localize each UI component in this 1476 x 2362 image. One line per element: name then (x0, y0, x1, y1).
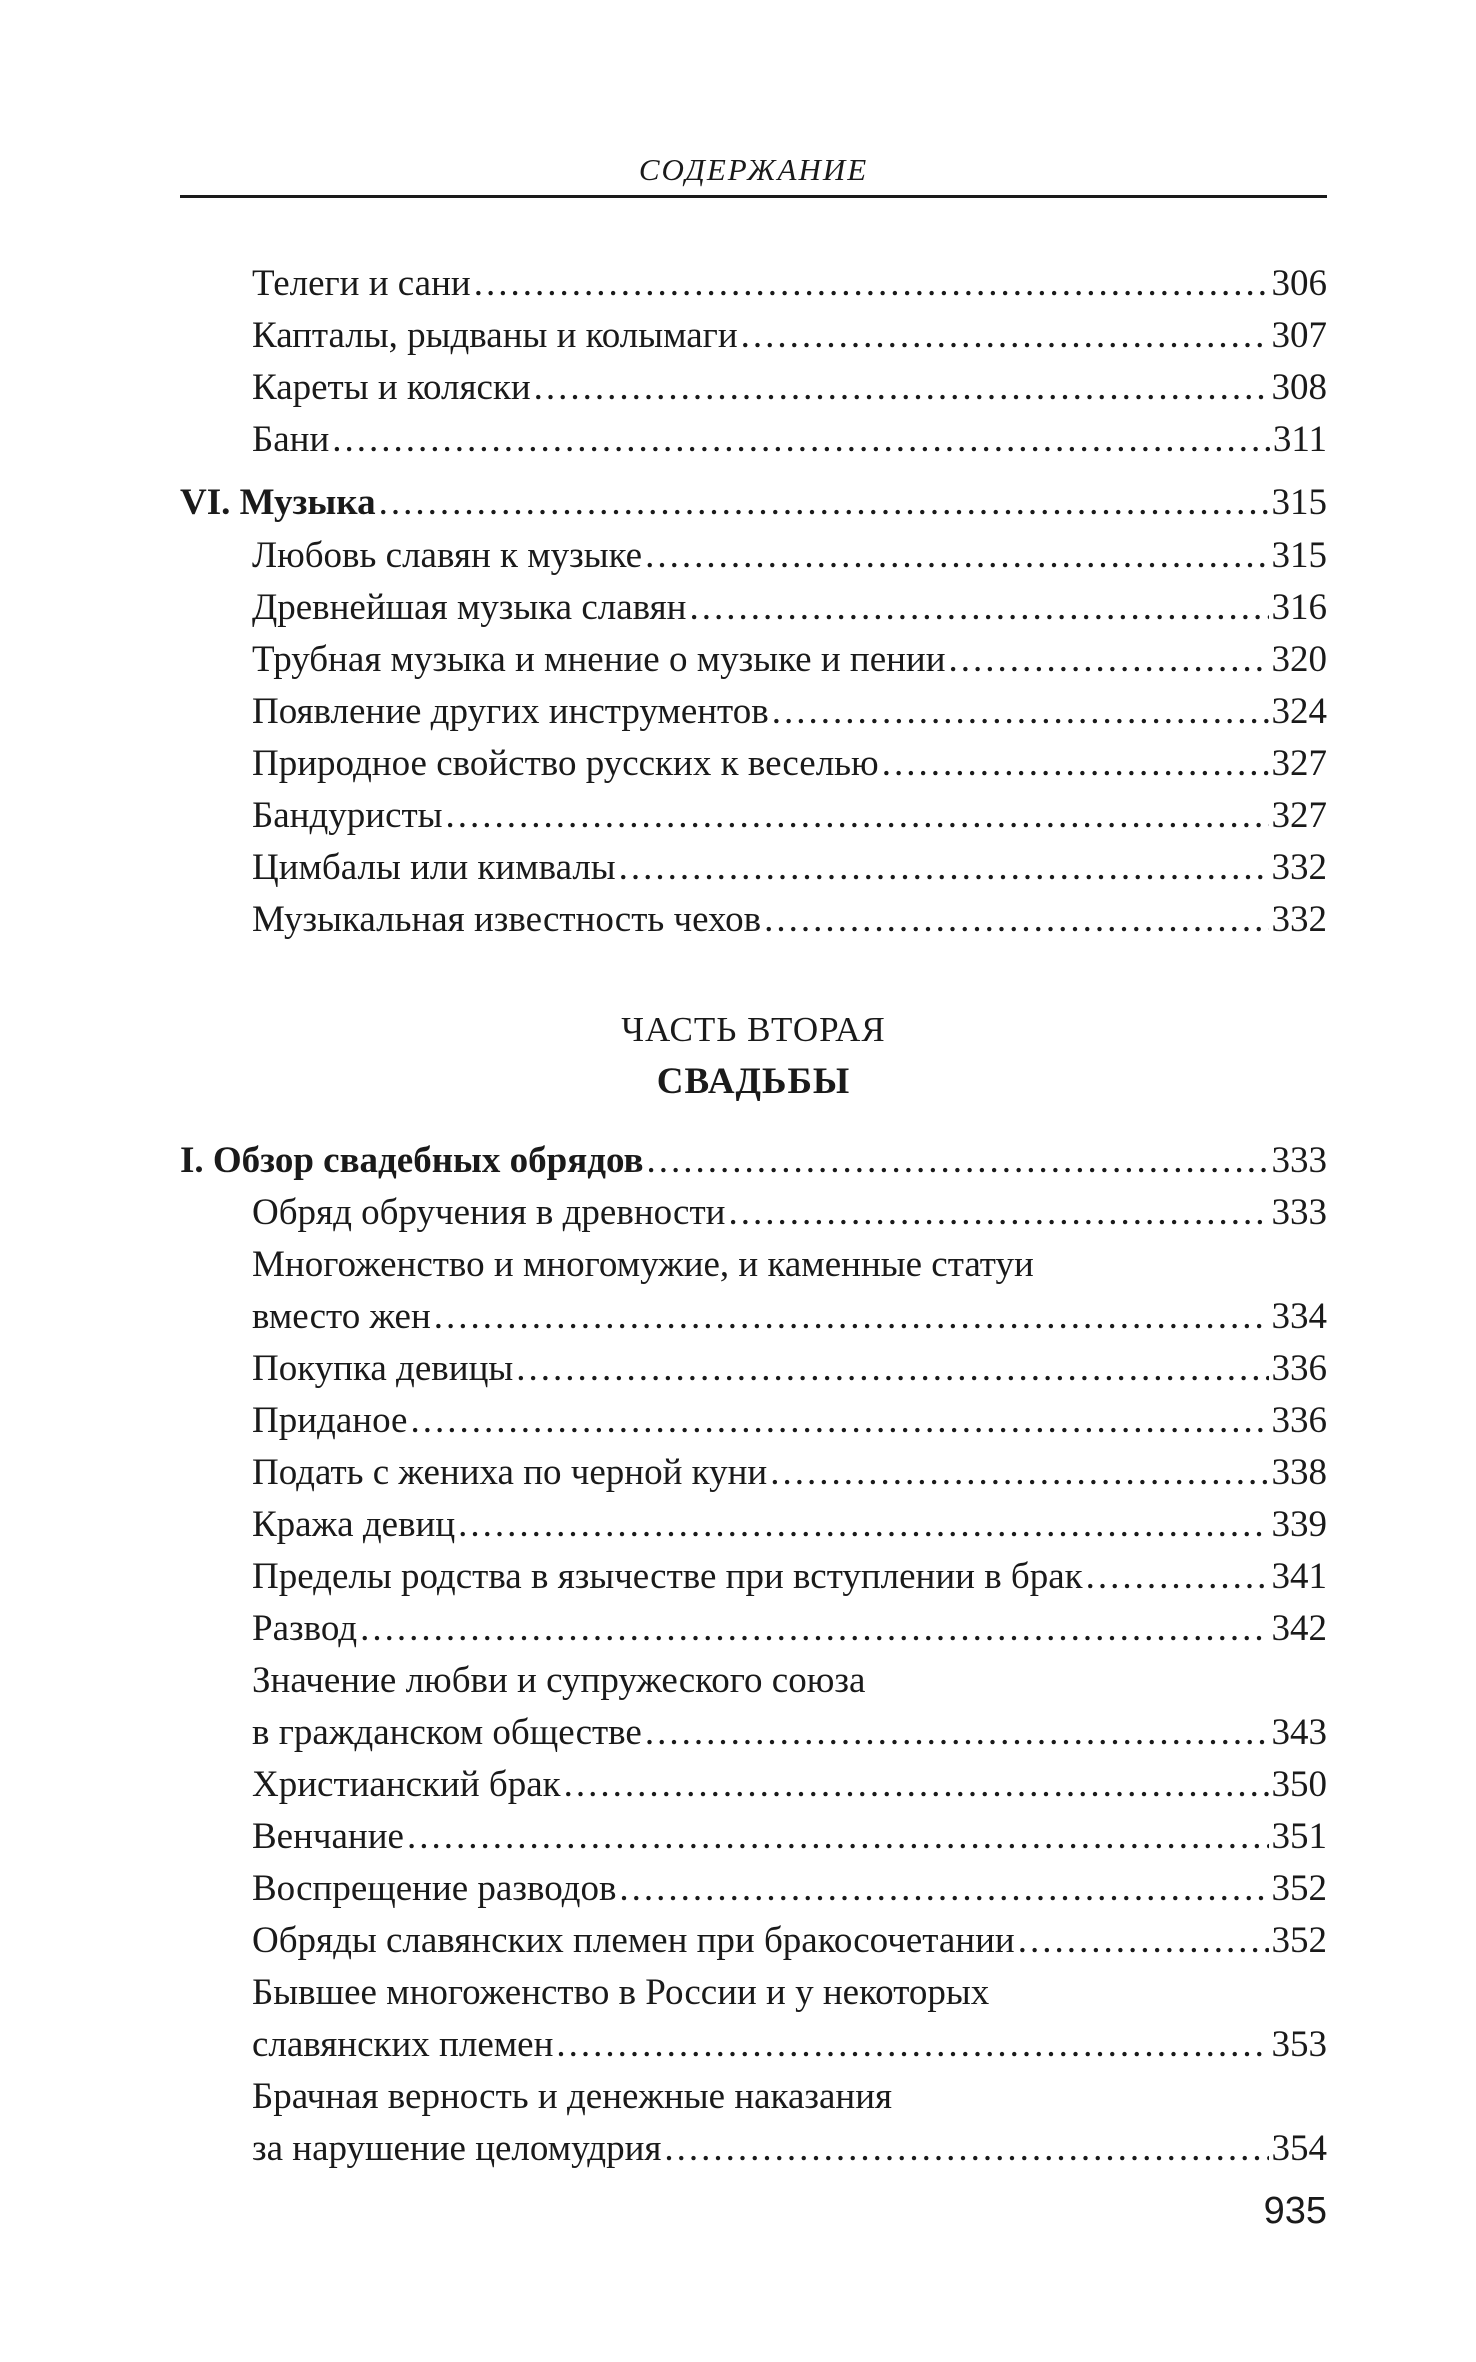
toc-entry[interactable] (180, 1343, 1327, 1395)
toc-entry-title: Пределы родства в язычестве при вступлении в брак (252, 1556, 1083, 1597)
toc-entry-page: 311 (1272, 419, 1327, 460)
toc-entry[interactable] (180, 1603, 1327, 1655)
toc-entry-page: 333 (1271, 1192, 1327, 1233)
dot-leader (647, 1135, 1269, 1187)
dot-leader (1086, 1551, 1269, 1603)
toc-entry-page: 320 (1271, 639, 1327, 680)
toc-entry[interactable] (180, 894, 1327, 946)
toc-entry-page: 327 (1271, 795, 1327, 836)
toc-entry-title: Бандуристы (252, 795, 443, 836)
toc-entry-title: Приданое (252, 1400, 408, 1441)
header-rule (180, 195, 1327, 198)
toc-entry-title: Кареты и коляски (252, 367, 531, 408)
toc-entry-title: Обряд обручения в древности (252, 1192, 726, 1233)
dot-leader (458, 1499, 1268, 1551)
toc-entry-title: Капталы, рыдваны и колымаги (252, 315, 738, 356)
toc-entry-title: Телеги и сани (252, 263, 471, 304)
toc-entry-page: 306 (1271, 263, 1327, 304)
toc-entry[interactable] (180, 362, 1327, 414)
dot-leader (728, 1187, 1268, 1239)
toc-entry[interactable] (180, 2019, 1327, 2071)
toc-entry[interactable] (180, 842, 1327, 894)
toc-entry[interactable] (180, 1915, 1327, 1967)
running-head: СОДЕРЖАНИЕ (638, 152, 869, 187)
dot-leader (446, 790, 1269, 842)
dot-leader (332, 414, 1270, 466)
dot-leader (619, 842, 1269, 894)
toc-entry[interactable] (180, 738, 1327, 790)
dot-leader (741, 310, 1269, 362)
toc-entry[interactable] (180, 1499, 1327, 1551)
toc-entry-page: 334 (1271, 1296, 1327, 1337)
dot-leader (474, 258, 1269, 310)
toc-entry-page: 315 (1271, 535, 1327, 576)
toc-entry-page: 342 (1271, 1608, 1327, 1649)
toc-entry[interactable] (180, 634, 1327, 686)
toc-chapter-title: VI. Музыка (180, 482, 376, 523)
toc-entry-page: 354 (1271, 2128, 1327, 2169)
toc-entry[interactable] (180, 258, 1327, 310)
toc-entry-page: 351 (1271, 1816, 1327, 1857)
toc-entry[interactable] (180, 1863, 1327, 1915)
dot-leader (949, 634, 1269, 686)
toc-entry-title: Кража девиц (252, 1504, 456, 1545)
toc-entry-first-line[interactable]: Бывшее многоженство в России и у некоторых (252, 1972, 990, 2013)
page-number: 935 (1263, 2190, 1327, 2232)
dot-leader (882, 738, 1269, 790)
toc-entry-title: Цимбалы или кимвалы (252, 847, 616, 888)
dot-leader (410, 1395, 1268, 1447)
toc-entry-first-line[interactable]: Брачная верность и денежные наказания (252, 2076, 893, 2117)
toc-chapter-page: 315 (1271, 482, 1327, 523)
toc-entry-page: 341 (1271, 1556, 1327, 1597)
toc-entry[interactable] (180, 1291, 1327, 1343)
dot-leader (360, 1603, 1268, 1655)
toc-entry-title: Христианский брак (252, 1764, 561, 1805)
toc-entry-page: 324 (1271, 691, 1327, 732)
dot-leader (534, 362, 1269, 414)
part-label: ЧАСТЬ ВТОРАЯ (621, 1010, 886, 1049)
dot-leader (764, 894, 1268, 946)
toc-chapter-title: I. Обзор свадебных обрядов (180, 1140, 644, 1181)
toc-entry-page: 353 (1271, 2024, 1327, 2065)
toc-entry-title: вместо жен (252, 1296, 431, 1337)
dot-leader (770, 1447, 1268, 1499)
toc-entry[interactable] (180, 310, 1327, 362)
toc-entry[interactable] (180, 1707, 1327, 1759)
toc-entry[interactable] (180, 1447, 1327, 1499)
part-title: СВАДЬБЫ (656, 1061, 851, 1102)
toc-entry-first-line[interactable]: Значение любви и супружеского союза (252, 1660, 866, 1701)
toc-entry-page: 336 (1271, 1400, 1327, 1441)
dot-leader (407, 1811, 1269, 1863)
dot-leader (619, 1863, 1268, 1915)
toc-entry-page: 307 (1271, 315, 1327, 356)
dot-leader (564, 1759, 1269, 1811)
toc-entry-first-line[interactable]: Многоженство и многомужие, и каменные статуи (252, 1244, 1034, 1285)
dot-leader (1018, 1915, 1269, 1967)
toc-entry[interactable] (180, 1187, 1327, 1239)
toc-entry[interactable] (180, 414, 1327, 466)
toc-chapter-weddings-overview[interactable] (180, 1135, 1327, 1187)
toc-entry-title: славянских племен (252, 2024, 554, 2065)
dot-leader (664, 2123, 1268, 2175)
toc-entry-title: Музыкальная известность чехов (252, 899, 762, 940)
toc-entry-page: 327 (1271, 743, 1327, 784)
toc-entry-title: за нарушение целомудрия (252, 2128, 662, 2169)
toc-entry[interactable] (180, 1759, 1327, 1811)
toc-entry-title: Обряды славянских племен при бракосочетании (252, 1920, 1015, 1961)
dot-leader (689, 582, 1268, 634)
toc-entry-page: 316 (1271, 587, 1327, 628)
toc-entry-page: 332 (1271, 847, 1327, 888)
dot-leader (772, 686, 1269, 738)
toc-chapter-music[interactable] (180, 477, 1327, 529)
toc-entry-page: 338 (1271, 1452, 1327, 1493)
toc-entry[interactable] (180, 2123, 1327, 2175)
dot-leader (645, 530, 1268, 582)
toc-entry-title: Подать с жениха по черной куни (252, 1452, 768, 1493)
toc-entry-title: Венчание (252, 1816, 404, 1857)
dot-leader (556, 2019, 1268, 2071)
toc-entry-title: в гражданском обществе (252, 1712, 642, 1753)
toc-entry-page: 352 (1271, 1920, 1327, 1961)
dot-leader (516, 1343, 1268, 1395)
toc-entry[interactable] (180, 1551, 1327, 1603)
dot-leader (379, 477, 1269, 529)
toc-entry-title: Природное свойство русских к веселью (252, 743, 879, 784)
toc-entry-page: 336 (1271, 1348, 1327, 1389)
dot-leader (434, 1291, 1269, 1343)
toc-entry[interactable] (180, 530, 1327, 582)
toc-entry[interactable] (180, 686, 1327, 738)
toc-entry-page: 352 (1271, 1868, 1327, 1909)
toc-entry-title: Появление других инструментов (252, 691, 769, 732)
toc-entry-title: Воспрещение разводов (252, 1868, 617, 1909)
toc-entry-title: Покупка девицы (252, 1348, 514, 1389)
toc-entry-title: Любовь славян к музыке (252, 535, 643, 576)
dot-leader (645, 1707, 1269, 1759)
toc-entry[interactable] (180, 1395, 1327, 1447)
toc-entry-title: Развод (252, 1608, 358, 1649)
toc-entry[interactable] (180, 582, 1327, 634)
toc-entry-title: Трубная музыка и мнение о музыке и пении (252, 639, 946, 680)
toc-entry-title: Древнейшая музыка славян (252, 587, 687, 628)
toc-entry-page: 308 (1271, 367, 1327, 408)
toc-entry-page: 332 (1271, 899, 1327, 940)
toc-entry-title: Бани (252, 419, 330, 460)
toc-chapter-page: 333 (1271, 1140, 1327, 1181)
toc-entry-page: 343 (1271, 1712, 1327, 1753)
toc-entry[interactable] (180, 790, 1327, 842)
toc-entry-page: 350 (1271, 1764, 1327, 1805)
toc-entry-page: 339 (1271, 1504, 1327, 1545)
toc-entry[interactable] (180, 1811, 1327, 1863)
